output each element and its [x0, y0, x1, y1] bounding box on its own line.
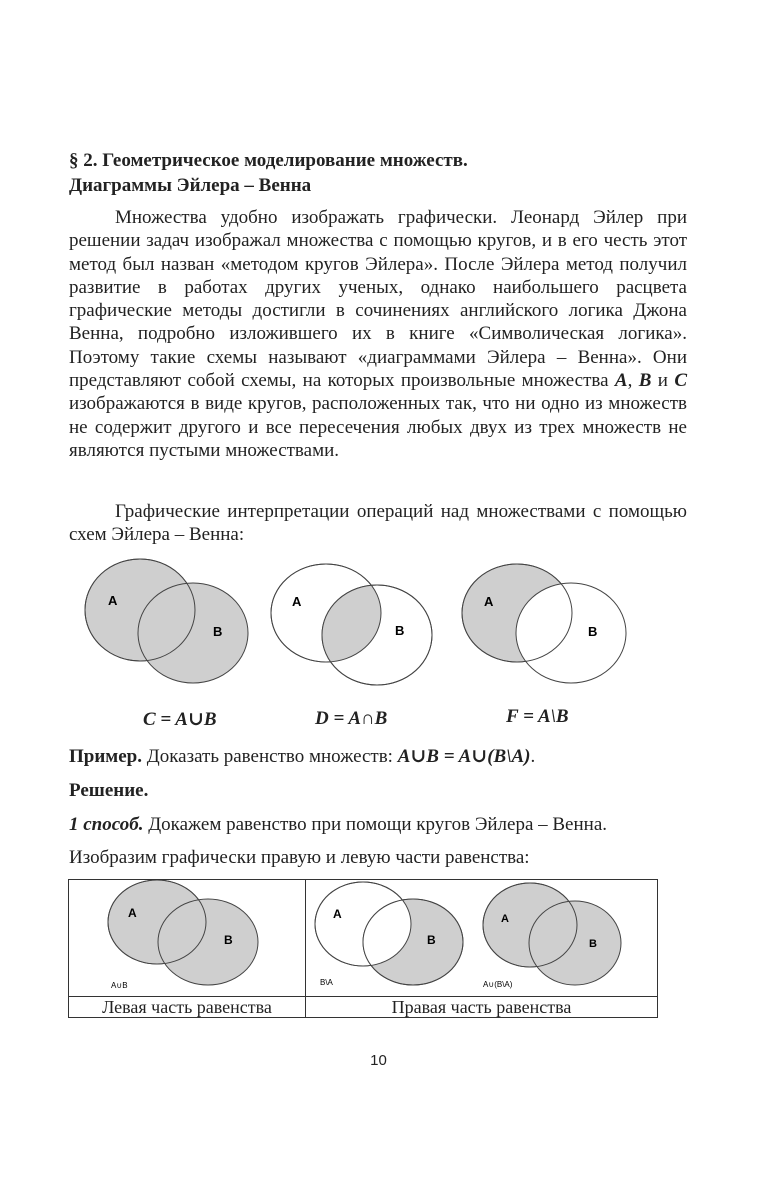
venn-small-label: A∪B — [111, 981, 128, 990]
example-formula: A∪B = A∪(B\A) — [397, 746, 531, 767]
example-text: Доказать равенство множеств: — [146, 746, 393, 767]
caption-intersection: D = A∩B — [315, 708, 388, 729]
venn-label-a: A — [128, 906, 137, 920]
intro-text: Множества удобно изображать графически. Леонард Эйлер при решении задач изображал множества с помощью кругов, и в его честь этот метод был назван «методом кругов Эйлера». После Эйлера метод получил развитие в работах других ученых, однако наибольшего расцвета графические методы достигли в сочинениях английского логика Джона Венна, подробно изложившего их в книге «Символическая логика». Поэтому такие схемы называют «диаграммами Эйлера – Венна». Они представляют собой схемы, на которых произвольные множества — [69, 207, 687, 392]
section-subtitle: Диаграммы Эйлера – Венна — [69, 175, 312, 196]
intro-paragraph — [69, 206, 687, 462]
example-label: Пример. — [69, 746, 142, 767]
interpretation-paragraph — [69, 500, 687, 547]
method-label: 1 способ. — [69, 814, 144, 835]
venn-label-a: A — [108, 593, 118, 608]
venn-difference — [462, 564, 626, 683]
caption-difference: F = A\B — [506, 706, 569, 727]
set-c-symbol: C — [674, 370, 688, 392]
section-heading — [69, 148, 709, 198]
table-venn-b-minus-a — [315, 882, 463, 987]
set-a-symbol: A — [614, 370, 628, 392]
venn-label-a: A — [292, 594, 302, 609]
venn-small-label: A∪(B\A) — [483, 980, 513, 989]
venn-small-label: B\A — [320, 978, 333, 987]
venn-intersection — [271, 564, 432, 685]
equality-table — [68, 879, 658, 1018]
section-title: § 2. Геометрическое моделирование множеств. — [69, 150, 468, 171]
method-text: Докажем равенство при помощи кругов Эйлера – Венна. — [148, 814, 608, 835]
venn-union — [85, 559, 248, 683]
set-b-symbol: B — [638, 370, 652, 392]
method-line — [69, 813, 607, 837]
page-number: 10 — [370, 1052, 387, 1069]
intro-text-end: изображаются в виде кругов, расположенных так, что ни одно из множеств не содержит другого и все пересечения любых двух из трех множеств не являются пустыми множествами. — [69, 393, 687, 461]
venn-label-b: B — [395, 623, 405, 638]
example-end: . — [530, 746, 536, 767]
example-line — [69, 745, 535, 769]
table-venn-union — [108, 880, 258, 990]
interpretation-text: Графические интерпретации операций над множествами с помощью схем Эйлера – Венна: — [69, 501, 687, 546]
caption-union: C = A∪B — [143, 709, 217, 730]
venn-label-a: A — [484, 594, 494, 609]
venn-label-b: B — [213, 624, 223, 639]
table-venn-union-2 — [483, 883, 621, 989]
venn-label-a: A — [333, 907, 342, 921]
right-caption: Правая часть равенства — [391, 997, 572, 1017]
draw-line: Изобразим графически правую и левую части равенства: — [69, 847, 530, 868]
separator: , — [627, 370, 633, 392]
solution-label: Решение. — [69, 780, 149, 801]
table-diagrams — [69, 880, 657, 996]
venn-label-b: B — [224, 933, 233, 947]
venn-label-b: B — [427, 933, 436, 947]
conjunction: и — [657, 370, 668, 392]
left-caption: Левая часть равенства — [102, 997, 272, 1017]
venn-diagrams-row — [80, 558, 640, 698]
venn-label-b: B — [588, 624, 598, 639]
venn-label-b: B — [589, 938, 597, 950]
venn-label-a: A — [501, 913, 509, 925]
